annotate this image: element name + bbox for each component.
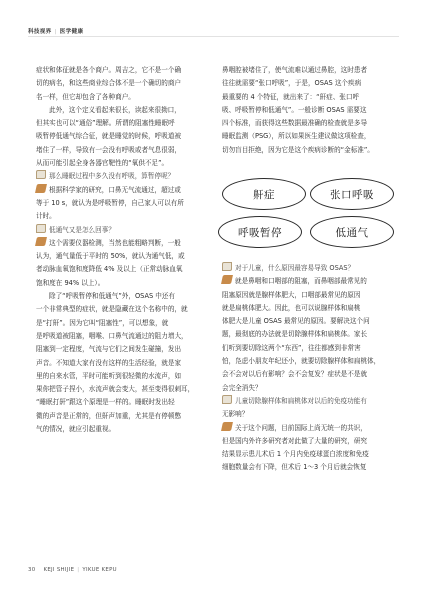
- question-line: [36, 224, 194, 237]
- line-text: 饱和度在 94% 以上）。: [36, 278, 105, 287]
- body-text-line: [36, 117, 194, 130]
- line-text: 但其实也可以“通俗”理解。所谓的阻塞性睡眠呼: [36, 119, 175, 128]
- line-text: 细胞数量会有下降，但术后 1～3 个月后就会恢复: [222, 463, 367, 472]
- line-text: 果你把管子捏小，水流声就会变大，甚至变得很刺耳，: [36, 385, 195, 394]
- header-separator: |: [54, 29, 57, 35]
- line-text: 就是鼻咽和口咽部的阻塞，而鼻咽部最常见的: [235, 277, 367, 286]
- line-text: 切勿盲目拒绝，因为它是这个疾病诊断的“金标准”。: [222, 145, 374, 154]
- body-text-line: [36, 357, 194, 370]
- line-text: 从而可能引起全身各器官靶性的“氧供不足”。: [36, 159, 169, 168]
- line-text: 最重要的 4 个特征，就出来了：“鼾症、张口呼: [222, 92, 360, 101]
- body-text-line: [222, 461, 380, 474]
- sticker-snoring: 鼾症: [222, 178, 306, 210]
- line-text: 者动脉血氧饱和度降低 4% 及以上（正常动脉血氧: [36, 265, 183, 274]
- line-text: 们听到要切除这两个“东西”，往往都感到非常害: [222, 343, 361, 352]
- body-text-line: [222, 315, 380, 328]
- body-text-line: [36, 343, 194, 356]
- line-text: 堵住了一样，导致有一会没有呼吸或者气息很弱，: [36, 145, 182, 154]
- body-text-line: [222, 355, 380, 368]
- answer-icon: [221, 275, 233, 284]
- answer-line: [36, 237, 194, 250]
- line-text: 会不会对以后有影响？会不会复发？症状是不是就: [222, 370, 368, 379]
- line-text: 无影响？: [222, 410, 249, 419]
- body-text-line: [36, 277, 194, 290]
- body-text-line: [36, 423, 194, 436]
- right-column-bottom: [222, 262, 380, 475]
- line-text: 除了“呼吸暂停和低通气”外，OSAS 中还有: [49, 292, 176, 301]
- body-text-line: [36, 383, 194, 396]
- line-text: 是呼吸道被阻塞，咽喉、口鼻气流通过的阻力增大，: [36, 331, 188, 340]
- line-text: 关于这个问题，目前国际上尚无统一的共识，: [235, 423, 367, 432]
- footer-sep-2: |: [77, 567, 80, 573]
- line-text: 症状和体征就是各个商户。周吉之，它不是一个确: [36, 66, 182, 74]
- body-text-line: [36, 77, 194, 90]
- line-text: 四个标准，而获得这些数据最准确的检查就是多导: [222, 119, 368, 128]
- footer-journal: KEJI SHIJIE: [43, 567, 75, 573]
- body-text-line: [222, 104, 374, 117]
- body-text-line: [36, 197, 194, 210]
- line-text: 吸、呼吸暂停和低通气”。一般诊断 OSAS 需要这: [222, 105, 367, 114]
- body-text-line: [222, 408, 380, 421]
- sticker-hypopnea: 低通气: [310, 216, 394, 248]
- body-text-line: [222, 328, 380, 341]
- body-text-line: [222, 91, 374, 104]
- body-text-line: [222, 435, 380, 448]
- line-text: 认为，通气量低于平时的 50%，就认为通气低，或: [36, 252, 185, 261]
- body-text-line: [222, 448, 380, 461]
- line-text: 吸暂停低通气综合征，就是睡觉的时候，呼吸道被: [36, 132, 182, 141]
- line-text: 会完全消失？: [222, 383, 262, 392]
- line-text: 往往就需要“张口呼吸”，于是，OSAS 这个疾病: [222, 79, 362, 88]
- body-text-line: [36, 250, 194, 263]
- line-text: 体肥大是儿童 OSAS 最常见的原因。要解决这个问: [222, 317, 370, 326]
- line-text: 是“打鼾”。因为它叫“阻塞性”，可以想象，就: [36, 318, 169, 327]
- header-column: 医学健康: [59, 29, 84, 35]
- body-text-line: [36, 157, 194, 170]
- question-line: [222, 395, 380, 408]
- page-header: [28, 27, 83, 35]
- sticker-apnea: 呼吸暂停: [218, 216, 302, 248]
- body-text-line: [222, 289, 380, 302]
- line-text: 那么睡眠过程中多久没有呼吸，算暂停呢？: [49, 172, 175, 181]
- line-text: 低通气又是怎么回事？: [49, 225, 115, 234]
- body-text-line: [222, 368, 380, 381]
- line-text: 这个需要仪器检测，当然也能粗略判断，一般: [49, 238, 181, 247]
- line-text: 睡眠监测（PSG），所以如果医生建议做这项检查，: [222, 132, 371, 141]
- line-text: 里的自来水管，平时可能听到很轻微的水流声，如: [36, 371, 182, 380]
- line-text: 但是国内外许多研究者对此做了大量的研究，研究: [222, 436, 368, 445]
- line-text: 微的声音是正常的，但鼾声加重，尤其是有停顿憋: [36, 411, 182, 420]
- body-text-line: [36, 290, 194, 303]
- body-text-line: [36, 263, 194, 276]
- body-text-line: [222, 64, 374, 77]
- body-text-line: [36, 144, 194, 157]
- line-text: 鼻咽腔被堵住了，使气流难以通过鼻腔，这时患者: [222, 66, 368, 74]
- question-icon: [36, 224, 46, 233]
- line-text: “睡眠打鼾”跟这个原理是一样的。睡眠时发出轻: [36, 398, 175, 407]
- line-text: 对于儿童，什么原因最容易导致 OSAS？: [235, 264, 355, 272]
- line-text: 名一样，但它却包含了各种商户。: [36, 92, 135, 101]
- question-icon: [36, 170, 46, 179]
- answer-icon: [221, 422, 233, 431]
- line-text: 根据科学家的研究，口鼻无气流通过，超过或: [49, 185, 181, 194]
- left-column: [36, 64, 194, 436]
- line-text: 怕，凫虑小朋友年纪还小，就要切除腺样体和扁桃体，: [222, 357, 381, 366]
- body-text-line: [36, 303, 194, 316]
- body-text-line: [36, 130, 194, 143]
- answer-line: [222, 275, 380, 288]
- line-text: 计时。: [36, 212, 56, 221]
- footer-column: YIKUE KEPU: [82, 567, 117, 573]
- line-text: 切的病名，和这些商业综合体不是一个确切的商户: [36, 79, 182, 88]
- question-line: [36, 170, 194, 183]
- keyword-stickers: [216, 176, 396, 252]
- body-text-line: [36, 104, 194, 117]
- question-icon: [222, 262, 232, 271]
- line-text: 等于 10 s，就认为是呼吸暂停，自己家人可以有所: [36, 198, 184, 207]
- body-text-line: [222, 144, 374, 157]
- question-icon: [222, 395, 232, 404]
- body-text-line: [222, 382, 380, 395]
- question-line: [222, 262, 380, 275]
- header-section: 科技视界: [28, 29, 52, 35]
- line-text: 气的情况，就应引起重视。: [36, 425, 116, 434]
- line-text: 阻塞原因就是腺样体肥大，口咽部最常见的原因: [222, 290, 361, 299]
- page-footer: [28, 567, 117, 573]
- body-text-line: [36, 410, 194, 423]
- line-text: 阻塞到一定程度，气流与它们之间发生碰撞，发出: [36, 345, 182, 354]
- header-rule: [28, 36, 399, 37]
- sticker-mouth-breathing: 张口呼吸: [310, 178, 394, 210]
- body-text-line: [36, 210, 194, 223]
- line-text: 此外，这个定义看起来很长，读起来很拗口，: [49, 105, 181, 114]
- footer-sep-1: [38, 567, 40, 573]
- body-text-line: [222, 117, 374, 130]
- answer-line: [36, 184, 194, 197]
- body-text-line: [222, 77, 374, 90]
- page-number: 30: [28, 567, 36, 573]
- answer-icon: [35, 184, 47, 193]
- body-text-line: [36, 370, 194, 383]
- body-text-line: [36, 396, 194, 409]
- line-text: 就是扁桃体肥大。因此，也可以说腺样体和扁桃: [222, 303, 361, 312]
- body-text-line: [36, 330, 194, 343]
- body-text-line: [36, 91, 194, 104]
- right-column-top: [222, 64, 374, 157]
- body-text-line: [222, 302, 380, 315]
- body-text-line: [36, 64, 194, 77]
- line-text: 题，最彻底的办法就是切除腺样体和扁桃体。家长: [222, 330, 368, 339]
- line-text: 声音。不知道大家有没有这样的生活经验，就是家: [36, 358, 182, 367]
- line-text: 结果显示患儿术后 1 个月内免疫球蛋白浓度和免疫: [222, 450, 369, 459]
- line-text: 一个非常典型的症状，就是隐藏在这个名称中的，就: [36, 305, 188, 314]
- body-text-line: [36, 317, 194, 330]
- answer-line: [222, 422, 380, 435]
- line-text: 儿童切除腺样体和扁桃体对以后的免疫功能有: [235, 396, 367, 405]
- body-text-line: [222, 342, 380, 355]
- answer-icon: [35, 237, 47, 246]
- body-text-line: [222, 130, 374, 143]
